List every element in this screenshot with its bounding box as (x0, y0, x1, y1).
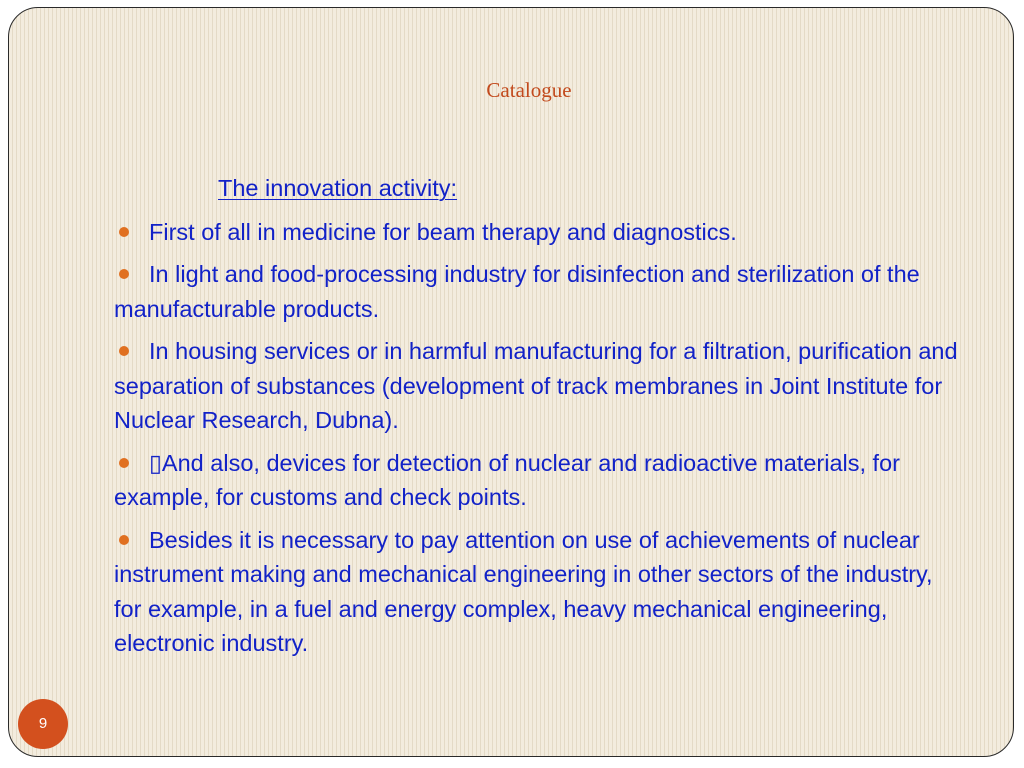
bullet-item (114, 215, 964, 250)
bullet-item (114, 523, 964, 661)
bullet-text: ▯And also, devices for detection of nuclear and radioactive materials, for example, for customs and check points. (114, 449, 900, 510)
bullet-text: In light and food-processing industry for disinfection and sterilization of the manufacturable products. (114, 261, 920, 322)
slide-content (114, 171, 964, 669)
section-heading: The innovation activity: (218, 175, 458, 201)
bullet-item (114, 446, 964, 515)
bullet-dot-icon (119, 458, 129, 468)
bullet-dot-icon (119, 269, 129, 279)
bullet-item (114, 257, 964, 326)
bullet-dot-icon (119, 535, 129, 545)
bullet-dot-icon (119, 227, 129, 237)
bullet-text: In housing services or in harmful manufacturing for a filtration, purification and separation of substances (development of track membranes in Joint Institute for Nuclear Research, Dubna). (114, 338, 958, 433)
slide-title: Catalogue (486, 78, 572, 102)
bullet-dot-icon (119, 346, 129, 356)
bullet-text: First of all in medicine for beam therapy and diagnostics. (149, 218, 737, 245)
slide (8, 7, 1014, 757)
page-number-badge: 9 (18, 699, 68, 749)
bullet-text: Besides it is necessary to pay attention on use of achievements of nuclear instrument making and mechanical engineering in other sectors of the industry, for example, in a fuel and energy complex, heavy mechanical engineering, electronic industry. (114, 526, 933, 656)
bullet-item (114, 334, 964, 438)
